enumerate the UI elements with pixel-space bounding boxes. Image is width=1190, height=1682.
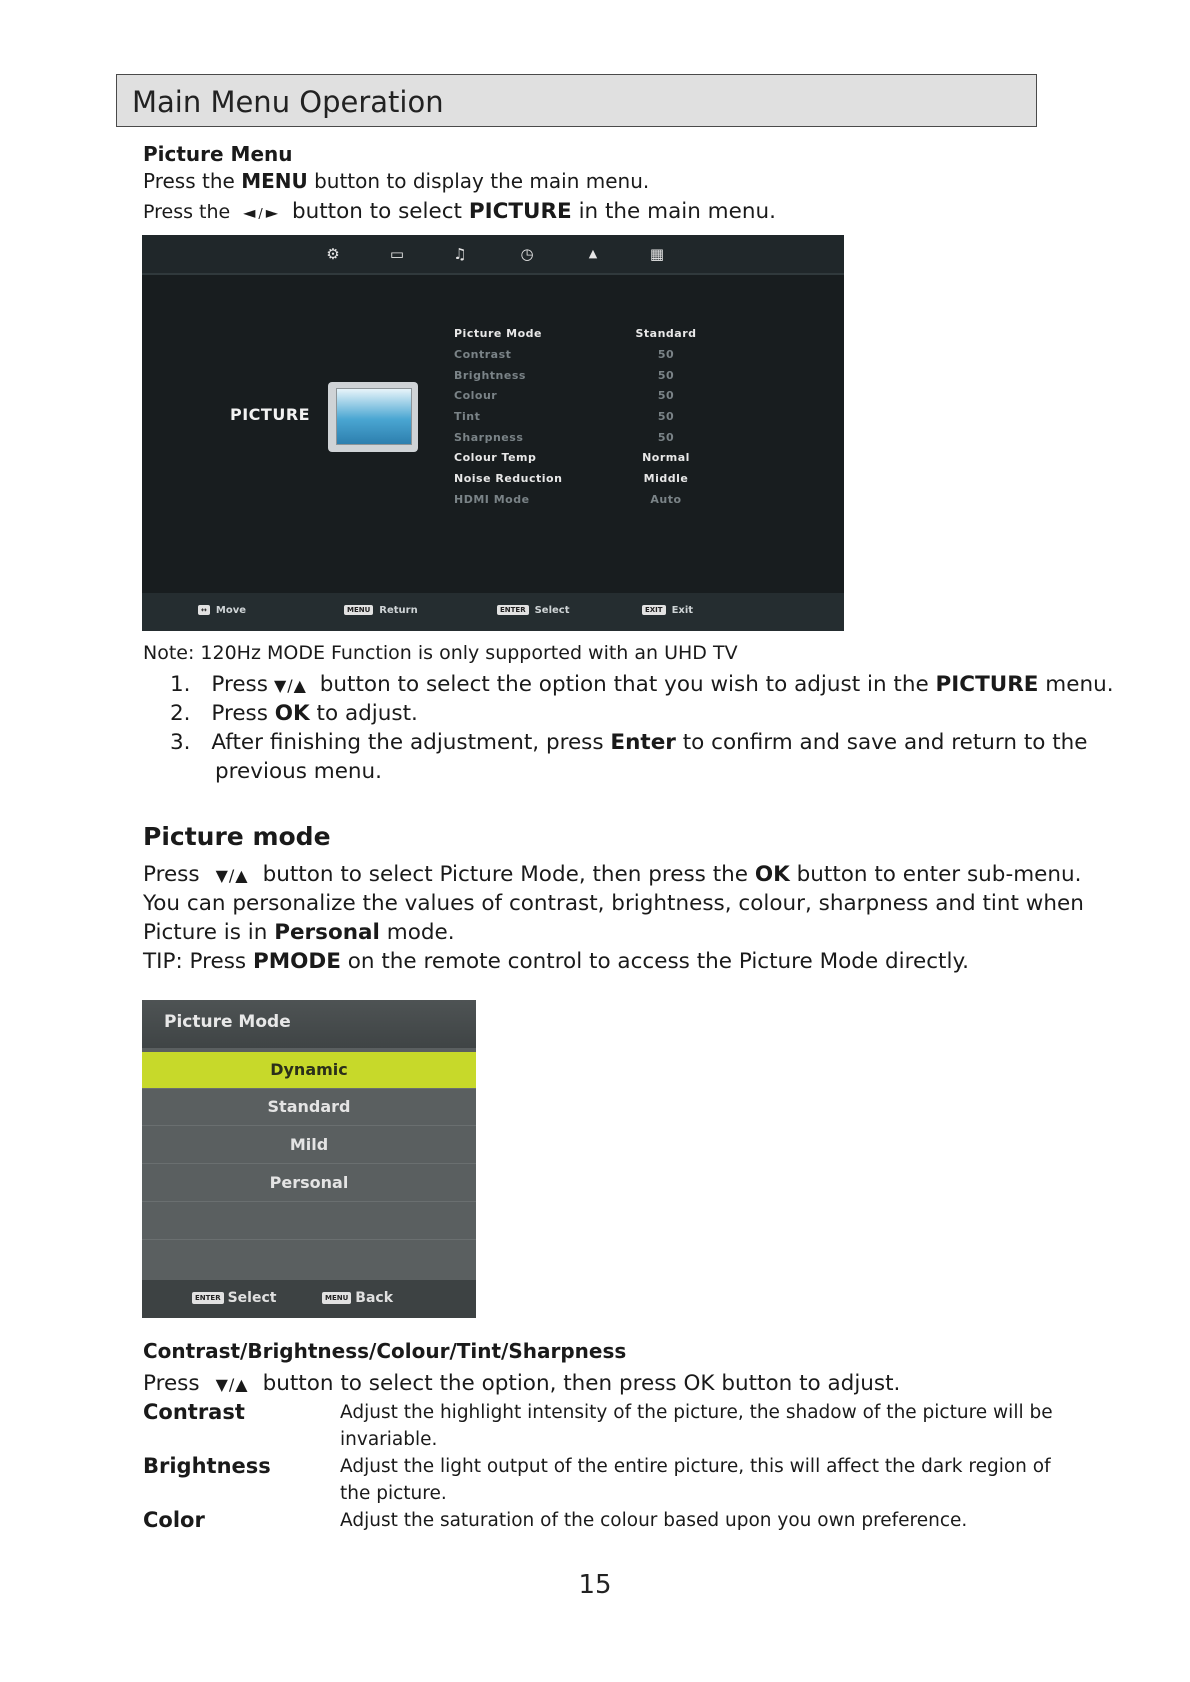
- picture-mode-line-1: [143, 860, 1081, 890]
- step-number: 2.: [170, 701, 191, 726]
- intro-line-2: [143, 197, 776, 229]
- submenu-title: Picture Mode: [164, 1012, 291, 1032]
- desc-contrast-line-2: invariable.: [340, 1429, 438, 1450]
- settings-icon: ⚙: [326, 245, 340, 263]
- section-header: [116, 74, 1037, 127]
- tv-menu-item[interactable]: Colour: [454, 389, 498, 402]
- empty-row: [142, 1241, 476, 1277]
- apps-icon: ▦: [649, 245, 665, 263]
- hint-select: [497, 605, 570, 616]
- term-color: Color: [143, 1508, 205, 1532]
- ok-keyword: OK: [274, 701, 310, 726]
- tv-menu-value: 50: [657, 431, 675, 444]
- section-title: Main Menu Operation: [132, 85, 444, 119]
- text-run: button to enter sub-menu.: [789, 862, 1082, 887]
- tv-menu-value: Auto: [650, 493, 682, 506]
- tv-picture-menu-screenshot: [142, 235, 844, 631]
- step-2: [170, 699, 418, 728]
- empty-row: [142, 1203, 476, 1240]
- tv-menu-value: 50: [657, 410, 675, 423]
- text-run: mode.: [379, 920, 455, 945]
- step-number: 3.: [170, 730, 191, 755]
- tv-menu-value: Normal: [642, 451, 690, 464]
- mode-option-personal[interactable]: Personal: [142, 1165, 476, 1202]
- text-run: button to select the option, then press OK button to adjust.: [262, 1371, 901, 1396]
- hint-select: [192, 1290, 276, 1306]
- submenu-title-bar: [142, 1000, 476, 1048]
- enter-keyword: Enter: [610, 730, 676, 755]
- tv-menu-item[interactable]: Tint: [454, 410, 481, 423]
- picture-mode-line-3: [143, 918, 455, 947]
- tv-bottom-hint-bar: [142, 593, 844, 631]
- ok-keyword: OK: [754, 862, 790, 887]
- hint-back: [322, 1290, 393, 1306]
- text-run: Press: [211, 672, 268, 697]
- menu-key-icon: MENU: [344, 605, 373, 615]
- hint-label: Select: [534, 605, 570, 616]
- tv-menu-value: 50: [657, 389, 675, 402]
- tv-menu-value: Middle: [643, 472, 689, 485]
- uhd-note: Note: 120Hz MODE Function is only supported with an UHD TV: [143, 642, 738, 664]
- text-run: Press the: [143, 201, 231, 223]
- step-3: [170, 728, 1088, 757]
- hint-label: Exit: [671, 605, 694, 616]
- intro-line-1: [143, 168, 649, 195]
- tv-menu-item[interactable]: Sharpness: [454, 431, 524, 444]
- text-run: Press: [143, 862, 200, 887]
- step-3-continued: previous menu.: [215, 759, 383, 784]
- down-up-arrows-icon: ▼/▲: [215, 1375, 249, 1394]
- divider: [142, 273, 844, 275]
- lock-icon: ▲: [588, 247, 598, 260]
- right-arrow-icon: ►: [265, 203, 280, 222]
- text-run: Press: [143, 1371, 200, 1396]
- text-run: to adjust.: [309, 701, 418, 726]
- tv-menu-item[interactable]: Contrast: [454, 348, 512, 361]
- down-up-arrows-icon: ▼/▲: [273, 676, 307, 695]
- left-right-arrows-icon: [243, 203, 279, 222]
- enter-key-icon: ENTER: [497, 605, 529, 615]
- tv-menu-item[interactable]: Brightness: [454, 369, 526, 382]
- sound-icon: ♫: [453, 245, 467, 263]
- text-run: button to select Picture Mode, then press the: [262, 862, 755, 887]
- hint-label: Move: [215, 605, 246, 616]
- picture-mode-line-2: You can personalize the values of contrast, brightness, colour, sharpness and tint when: [143, 891, 1084, 916]
- tv-section-label: PICTURE: [230, 405, 311, 424]
- text-run: button to select: [291, 199, 469, 224]
- text-run: button to select the option that you wish to adjust in the: [312, 672, 936, 697]
- picture-mode-heading: Picture mode: [143, 822, 331, 851]
- time-icon: ◷: [520, 245, 534, 263]
- adjust-heading: Contrast/Brightness/Colour/Tint/Sharpness: [143, 1339, 627, 1363]
- mode-option-dynamic[interactable]: Dynamic: [142, 1052, 476, 1089]
- picture-mode-submenu-screenshot: [142, 1000, 476, 1318]
- hint-label: Select: [227, 1290, 277, 1306]
- enter-key-icon: ENTER: [192, 1292, 224, 1304]
- tv-menu-value: 50: [657, 348, 675, 361]
- text-run: to confirm and save and return to the: [675, 730, 1088, 755]
- tv-monitor-icon: [328, 382, 418, 452]
- text-run: Press the: [143, 169, 242, 193]
- picture-keyword: PICTURE: [468, 199, 572, 224]
- desc-contrast-line-1: Adjust the highlight intensity of the picture, the shadow of the picture will be: [340, 1402, 1053, 1423]
- hint-return: [344, 605, 418, 616]
- picture-menu-heading: Picture Menu: [143, 142, 293, 166]
- adjust-instruction: [143, 1369, 900, 1399]
- left-arrow-icon: ◄: [243, 203, 257, 222]
- picture-mode-tip: [143, 947, 969, 976]
- tv-menu-item[interactable]: Noise Reduction: [454, 472, 563, 485]
- text-run: TIP: Press: [143, 949, 253, 974]
- hint-label: Back: [355, 1290, 394, 1306]
- text-run: on the remote control to access the Picture Mode directly.: [340, 949, 969, 974]
- tv-top-icon-bar: [142, 235, 844, 273]
- pmode-keyword: PMODE: [252, 949, 341, 974]
- slash: /: [258, 207, 264, 222]
- tv-menu-item[interactable]: HDMI Mode: [454, 493, 530, 506]
- submenu-hint-bar: [142, 1280, 476, 1318]
- picture-icon: ▭: [389, 245, 405, 263]
- tv-menu-item[interactable]: Picture Mode: [454, 327, 542, 340]
- desc-brightness-line-2: the picture.: [340, 1483, 447, 1504]
- step-1: [170, 670, 1114, 700]
- tv-menu-value: 50: [657, 369, 675, 382]
- mode-option-standard[interactable]: Standard: [142, 1089, 476, 1126]
- text-run: Press: [211, 701, 275, 726]
- step-number: 1.: [170, 672, 191, 697]
- desc-color: Adjust the saturation of the colour based upon you own preference.: [340, 1510, 968, 1531]
- move-arrows-icon: ↔: [198, 605, 210, 615]
- hint-move: [198, 605, 246, 616]
- menu-keyword: MENU: [241, 169, 308, 193]
- term-brightness: Brightness: [143, 1454, 271, 1478]
- text-run: button to display the main menu.: [307, 169, 650, 193]
- text-run: Picture is in: [143, 920, 275, 945]
- text-run: menu.: [1038, 672, 1114, 697]
- desc-brightness-line-1: Adjust the light output of the entire picture, this will affect the dark region of: [340, 1456, 1051, 1477]
- page-number: 15: [578, 1570, 612, 1600]
- text-run: in the main menu.: [571, 199, 776, 224]
- tv-menu-item[interactable]: Colour Temp: [454, 451, 537, 464]
- exit-key-icon: EXIT: [642, 605, 666, 615]
- hint-label: Return: [379, 605, 418, 616]
- picture-keyword: PICTURE: [935, 672, 1039, 697]
- hint-exit: [642, 605, 693, 616]
- monitor-screen: [336, 388, 412, 445]
- personal-keyword: Personal: [274, 920, 380, 945]
- term-contrast: Contrast: [143, 1400, 245, 1424]
- menu-key-icon: MENU: [322, 1292, 351, 1304]
- down-up-arrows-icon: ▼/▲: [215, 866, 249, 885]
- tv-menu-value: Standard: [635, 327, 697, 340]
- text-run: After finishing the adjustment, press: [211, 730, 611, 755]
- mode-option-mild[interactable]: Mild: [142, 1127, 476, 1164]
